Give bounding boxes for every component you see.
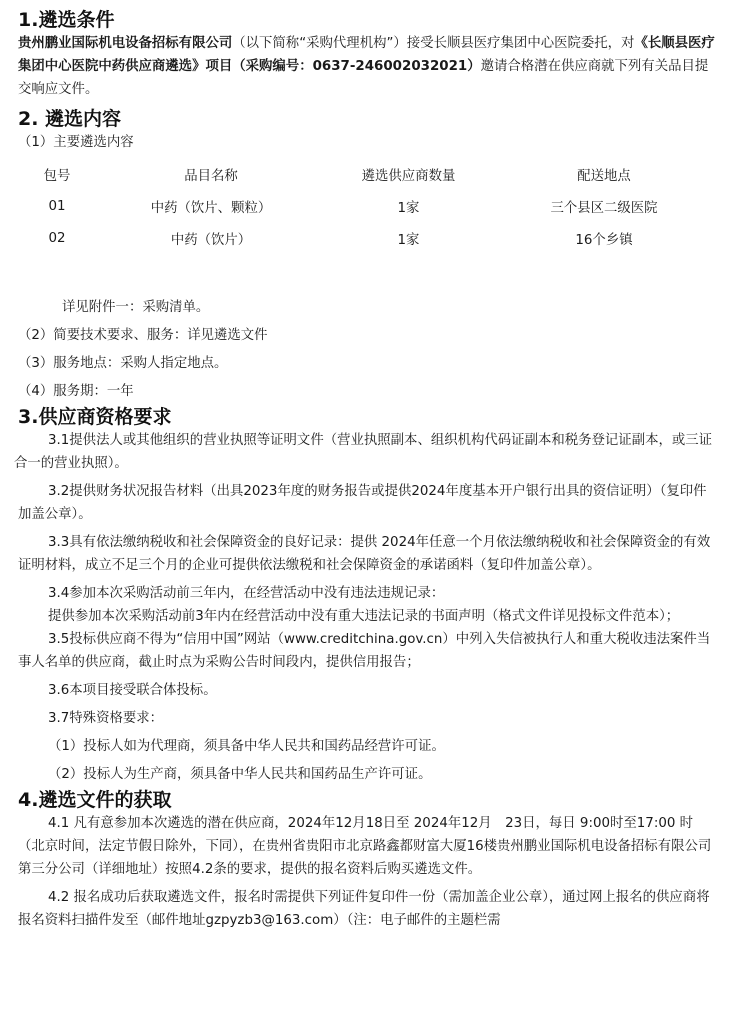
requirement-3-5: 3.5投标供应商不得为“信用中国”网站（www.creditchina.gov.cn）中列入失信被执行人和重大税收违法案件当事人名单的供应商，截止时点为采购公告时间段内，提供信用报告； — [18, 632, 711, 670]
table-header: 配送地点 — [577, 168, 631, 184]
requirement-3-2: 3.2提供财务状况报告材料（出具2023年度的财务报告或提供2024年度基本开户银行出具的资信证明）（复印件加盖公章）。 — [18, 484, 707, 522]
table-cell: 1家 — [397, 200, 420, 216]
table-header: 遴选供应商数量 — [361, 168, 456, 184]
sub-item-4: （4）服务期：一年 — [18, 384, 134, 399]
table-row — [18, 222, 717, 254]
table-header: 包号 — [43, 168, 71, 184]
requirement-3-4-detail: 提供参加本次采购活动前3年内在经营活动中没有重大违法记录的书面声明（格式文件详见投标文件范本）； — [48, 609, 680, 624]
table-cell: 中药（饮片） — [170, 232, 252, 248]
acquisition-4-2: 4.2 报名成功后获取遴选文件，报名时需提供下列证件复印件一份（需加盖企业公章），通过网上报名的供应商将报名资料扫描件发至（邮件地址gzpyzb3@163.com）（注：电子邮件的主题栏需 — [18, 890, 710, 928]
project-name: 《长顺县医疗集团中心医院中药供应商遴选》项目（采购编号：0637-246002032021） — [18, 36, 715, 74]
acquisition-4-1: 4.1 凡有意参加本次遴选的潜在供应商，2024年12月18日至 2024年12月 23日，每日 9:00时至17:00 时（北京时间，法定节假日除外，下同），在贵州省贵阳市北京路鑫都财富大厦16楼贵州鹏业国际机电设备招标有限公司第三分公司（详细地址）按照4.2条的要求，提供的报名资料后购买遴选文件。 — [18, 816, 712, 877]
requirement-3-7: 3.7特殊资格要求： — [48, 711, 164, 726]
table-cell: 三个县区二级医院 — [550, 200, 658, 216]
procurement-table — [18, 158, 717, 254]
requirement-3-6: 3.6本项目接受联合体投标。 — [48, 683, 217, 698]
requirement-3-1: 3.1提供法人或其他组织的营业执照等证明文件（营业执照副本、组织机构代码证副本和税务登记证副本，或三证合一的营业执照）。 — [14, 433, 713, 471]
section-3-title: 3.供应商资格要求 — [18, 406, 172, 428]
table-row — [18, 190, 717, 222]
requirement-3-4: 3.4参加本次采购活动前三年内，在经营活动中没有违法违规记录： — [48, 586, 445, 601]
table-header-row — [18, 158, 717, 190]
paragraph-text-a: （以下简称“采购代理机构”）接受长顺县医疗集团中心医院委托，对 — [232, 36, 635, 51]
section-4-title: 4.遴选文件的获取 — [18, 789, 172, 811]
requirement-3-3: 3.3具有依法缴纳税收和社会保障资金的良好记录：提供 2024年任意一个月依法缴纳税收和社会保障资金的有效证明材料，成立不足三个月的企业可提供依法缴税和社会保障资金的承诺函料（复印件加盖公章）。 — [18, 535, 711, 573]
sub-item-2: （2）简要技术要求、服务：详见遴选文件 — [18, 328, 268, 343]
section-1-paragraph — [18, 32, 717, 101]
paragraph-text-b: 邀请合格潜在供应商就下列有关品目提交响应文件。 — [18, 59, 709, 97]
sub-item-1: （1）主要遴选内容 — [18, 135, 134, 150]
table-header: 品目名称 — [184, 168, 238, 184]
table-cell: 02 — [48, 230, 66, 246]
table-cell: 中药（饮片、颗粒） — [150, 200, 272, 216]
table-cell: 1家 — [397, 232, 420, 248]
sub-item-3: （3）服务地点：采购人指定地点。 — [18, 356, 228, 371]
agency-name: 贵州鹏业国际机电设备招标有限公司 — [18, 36, 233, 51]
table-cell: 16个乡镇 — [575, 232, 633, 248]
attachment-note: 详见附件一：采购清单。 — [62, 300, 210, 315]
section-1-title: 1.遴选条件 — [18, 9, 115, 31]
table-cell: 01 — [48, 198, 66, 214]
requirement-3-7-2: （2）投标人为生产商，须具备中华人民共和国药品生产许可证。 — [48, 767, 432, 782]
section-2-title: 2. 遴选内容 — [18, 108, 122, 130]
requirement-3-7-1: （1）投标人如为代理商，须具备中华人民共和国药品经营许可证。 — [48, 739, 445, 754]
